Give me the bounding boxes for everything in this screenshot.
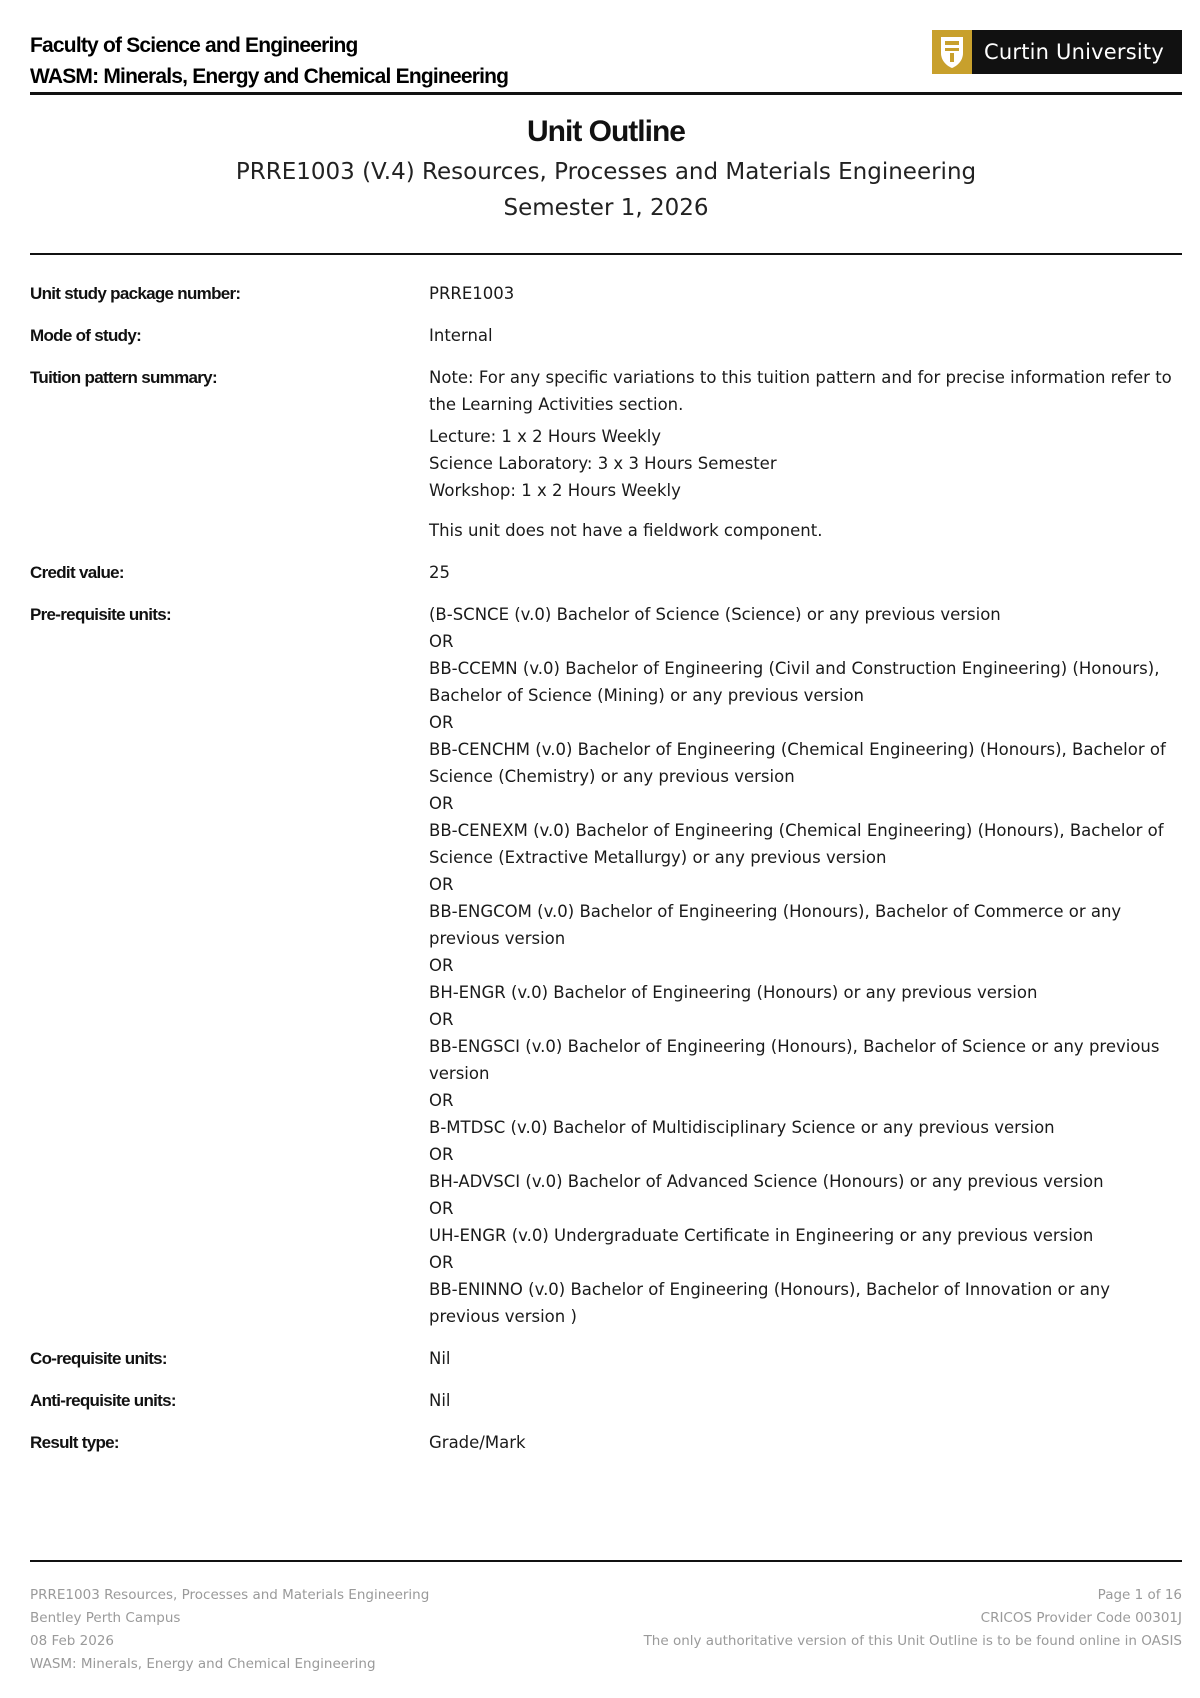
title-divider — [30, 253, 1182, 255]
footer-campus: Bentley Perth Campus — [30, 1610, 181, 1626]
field-value: Nil — [429, 1391, 451, 1410]
field-label: Unit study package number: — [30, 284, 241, 303]
field-value: 25 — [429, 563, 450, 582]
prereq-or: OR — [429, 1091, 454, 1110]
prereq-item: BB-ENGCOM (v.0) Bachelor of Engineering (Honours), Bachelor of Commerce or any previous version — [429, 902, 1122, 948]
unit-title: PRRE1003 (V.4) Resources, Processes and Materials Engineering — [235, 159, 977, 185]
field-label: Credit value: — [30, 563, 124, 582]
page-header — [30, 30, 1182, 94]
field-prereq — [30, 601, 1182, 1330]
field-result — [30, 1429, 1182, 1456]
authoritative-note: The only authoritative version of this Unit Outline is to be found online in OASIS — [643, 1633, 1182, 1649]
semester: Semester 1, 2026 — [503, 195, 709, 221]
prereq-or: OR — [429, 1145, 454, 1164]
field-value: PRRE1003 — [429, 284, 515, 303]
field-value — [429, 601, 1182, 1330]
logo-text: Curtin University — [972, 30, 1182, 74]
curtin-logo — [932, 30, 1182, 74]
prereq-or: OR — [429, 632, 454, 651]
field-mode — [30, 322, 1182, 349]
field-usp — [30, 280, 1182, 307]
tuition-line: Science Laboratory: 3 x 3 Hours Semester — [429, 454, 777, 473]
prereq-or: OR — [429, 794, 454, 813]
prereq-item: BB-CENCHM (v.0) Bachelor of Engineering (Chemical Engineering) (Honours), Bachelor of Science (Chemistry) or any previous version — [429, 740, 1166, 786]
prereq-or: OR — [429, 875, 454, 894]
footer-left — [30, 1584, 429, 1676]
prereq-or: OR — [429, 1199, 454, 1218]
unit-details — [30, 280, 1182, 1471]
field-label: Pre-requisite units: — [30, 605, 171, 624]
page-number: Page 1 of 16 — [1097, 1587, 1182, 1603]
header-divider — [30, 92, 1182, 95]
prereq-or: OR — [429, 713, 454, 732]
footer-unit: PRRE1003 Resources, Processes and Materials Engineering — [30, 1587, 430, 1603]
faculty-name: Faculty of Science and Engineering — [30, 34, 358, 57]
fieldwork-note: This unit does not have a fieldwork component. — [429, 521, 823, 540]
tuition-line: Lecture: 1 x 2 Hours Weekly — [429, 427, 662, 446]
prereq-item: BB-CCEMN (v.0) Bachelor of Engineering (Civil and Construction Engineering) (Honours), Bachelor of Science (Mining) or any previous version — [429, 659, 1160, 705]
page-title: Unit Outline — [527, 115, 685, 148]
prereq-item: BH-ENGR (v.0) Bachelor of Engineering (Honours) or any previous version — [429, 983, 1038, 1002]
footer-date: 08 Feb 2026 — [30, 1633, 115, 1649]
prereq-item: BB-CENEXM (v.0) Bachelor of Engineering (Chemical Engineering) (Honours), Bachelor of Science (Extractive Metallurgy) or any previous version — [429, 821, 1164, 867]
prereq-item: (B-SCNCE (v.0) Bachelor of Science (Science) or any previous version — [429, 605, 1001, 624]
footer-divider — [30, 1560, 1182, 1562]
tuition-note: Note: For any specific variations to this tuition pattern and for precise information refer to the Learning Activities section. — [429, 368, 1172, 414]
shield-icon — [932, 30, 972, 74]
field-antireq — [30, 1387, 1182, 1414]
title-block — [30, 112, 1182, 226]
field-label: Co-requisite units: — [30, 1349, 167, 1368]
prereq-item: UH-ENGR (v.0) Undergraduate Certificate in Engineering or any previous version — [429, 1226, 1094, 1245]
field-credit — [30, 559, 1182, 586]
field-label: Tuition pattern summary: — [30, 368, 217, 387]
prereq-or: OR — [429, 956, 454, 975]
footer-right — [644, 1584, 1182, 1653]
prereq-or: OR — [429, 1010, 454, 1029]
footer-school: WASM: Minerals, Energy and Chemical Engineering — [30, 1656, 376, 1672]
field-value: Nil — [429, 1349, 451, 1368]
prereq-or: OR — [429, 1253, 454, 1272]
field-value: Internal — [429, 326, 493, 345]
field-value: Grade/Mark — [429, 1433, 526, 1452]
tuition-line: Workshop: 1 x 2 Hours Weekly — [429, 481, 681, 500]
prereq-item: BH-ADVSCI (v.0) Bachelor of Advanced Science (Honours) or any previous version — [429, 1172, 1104, 1191]
field-label: Result type: — [30, 1433, 119, 1452]
school-name: WASM: Minerals, Energy and Chemical Engineering — [30, 65, 509, 88]
field-tuition — [30, 364, 1182, 544]
field-label: Anti-requisite units: — [30, 1391, 176, 1410]
field-label: Mode of study: — [30, 326, 142, 345]
field-value — [429, 364, 1182, 544]
field-coreq — [30, 1345, 1182, 1372]
prereq-item: B-MTDSC (v.0) Bachelor of Multidisciplinary Science or any previous version — [429, 1118, 1055, 1137]
cricos-code: CRICOS Provider Code 00301J — [980, 1610, 1182, 1626]
prereq-item: BB-ENINNO (v.0) Bachelor of Engineering (Honours), Bachelor of Innovation or any previous version ) — [429, 1280, 1110, 1326]
prereq-item: BB-ENGSCI (v.0) Bachelor of Engineering (Honours), Bachelor of Science or any previous version — [429, 1037, 1160, 1083]
